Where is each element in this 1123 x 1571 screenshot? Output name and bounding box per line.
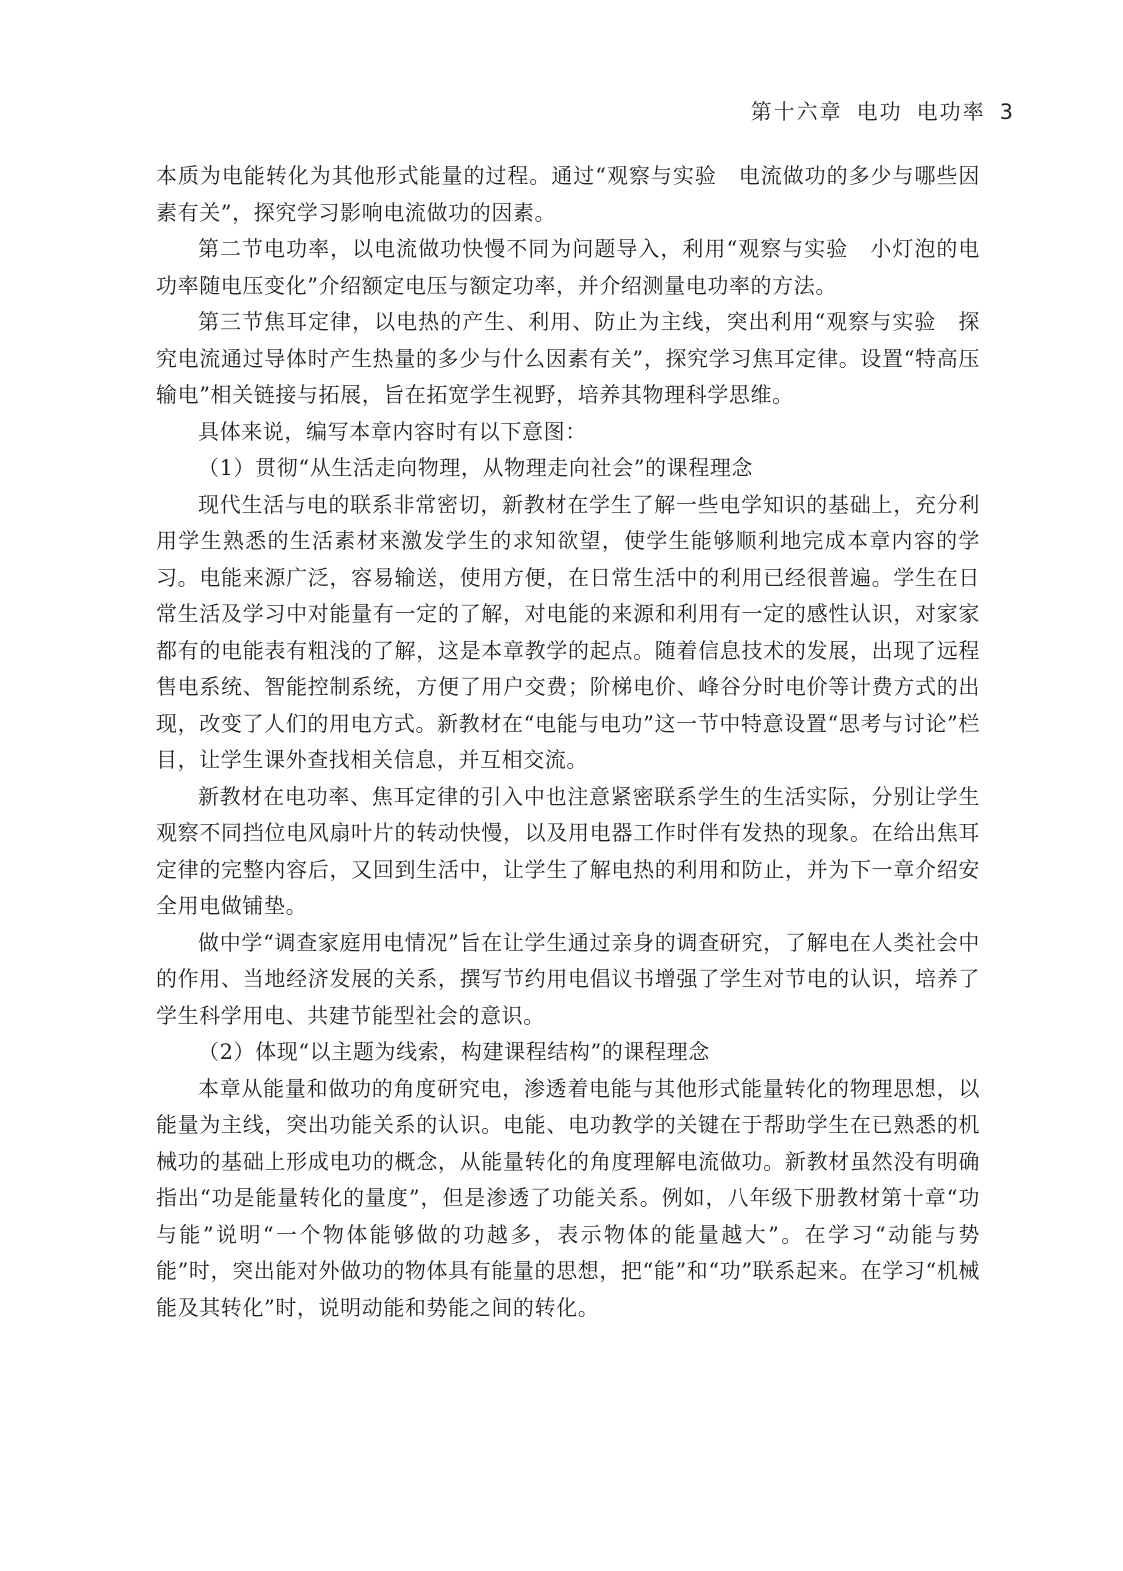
subheading-1: （1）贯彻“从生活走向物理，从物理走向社会”的课程理念 [198,456,754,480]
paragraph-section-3: 第三节焦耳定律，以电热的产生、利用、防止为主线，突出利用“观察与实验 探究电流通过导体时产生热量的多少与什么因素有关”，探究学习焦耳定律。设置“特高压输电”相关链接与拓展，旨在拓宽学生视野，培养其物理科学思维。 [156,310,980,407]
body-text [156,158,980,1326]
page-number: 3 [999,100,1013,124]
paragraph-survey: 做中学“调查家庭用电情况”旨在让学生通过亲身的调查研究，了解电在人类社会中的作用、当地经济发展的关系，撰写节约用电倡议书增强了学生对节电的认识，培养了学生科学用电、共建节能型社会的意识。 [156,930,980,1028]
chapter-number: 第十六章 [750,100,843,124]
paragraph-energy-work: 本章从能量和做功的角度研究电，渗透着电能与其他形式能量转化的物理思想，以能量为主线，突出功能关系的认识。电能、电功教学的关键在于帮助学生在已熟悉的机械功的基础上形成电功的概念，从能量转化的角度理解电流做功。新教材虽然没有明确指出“功是能量转化的量度”，但是渗透了功能关系。例如，八年级下册教材第十章“功与能”说明“一个物体能够做的功越多，表示物体的能量越大”。在学习“动能与势能”时，突出能对外做功的物体具有能量的思想，把“能”和“功”联系起来。在学习“机械能及其转化”时，说明动能和势能之间的转化。 [156,1076,981,1320]
paragraph-continuation: 本质为电能转化为其他形式能量的过程。通过“观察与实验 电流做功的多少与哪些因素有关”，探究学习影响电流做功的因素。 [156,164,980,225]
subheading-2: （2）体现“以主题为线索，构建课程结构”的课程理念 [198,1040,710,1064]
paragraph-section-2: 第二节电功率，以电流做功快慢不同为问题导入，利用“观察与实验 小灯泡的电功率随电压变化”介绍额定电压与额定功率，并介绍测量电功率的方法。 [156,237,980,298]
paragraph-intent-intro: 具体来说，编写本章内容时有以下意图： [198,419,587,444]
running-header [751,96,1013,126]
paragraph-power-joule: 新教材在电功率、焦耳定律的引入中也注意紧密联系学生的生活实际，分别让学生观察不同挡位电风扇叶片的转动快慢，以及用电器工作时伴有发热的现象。在给出焦耳定律的完整内容后，又回到生活中，让学生了解电热的利用和防止，并为下一章介绍安全用电做铺垫。 [156,784,980,918]
chapter-title-part-2: 电功率 [916,100,986,124]
paragraph-modern-life: 现代生活与电的联系非常密切，新教材在学生了解一些电学知识的基础上，充分利用学生熟悉的生活素材来激发学生的求知欲望，使学生能够顺利地完成本章内容的学习。电能来源广泛，容易输送，使用方便，在日常生活中的利用已经很普遍。学生在日常生活及学习中对能量有一定的了解，对电能的来源和利用有一定的感性认识，对家家都有的电能表有粗浅的了解，这是本章教学的起点。随着信息技术的发展，出现了远程售电系统、智能控制系统，方便了用户交费；阶梯电价、峰谷分时电价等计费方式的出现，改变了人们的用电方式。新教材在“电能与电功”这一节中特意设置“思考与讨论”栏目，让学生课外查找相关信息，并互相交流。 [156,492,980,772]
chapter-title-part-1: 电功 [856,100,903,124]
